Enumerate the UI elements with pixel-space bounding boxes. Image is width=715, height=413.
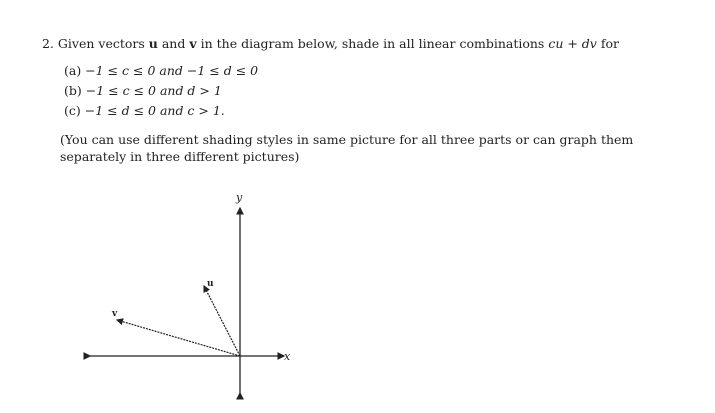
y-axis-label: y [236, 191, 243, 204]
vector-v-label: v [112, 309, 118, 319]
note-paragraph: (You can use different shading styles in same picture for all three parts or can graph them separately in three different pictures) [60, 132, 634, 164]
part-a-condition: −1 ≤ c ≤ 0 and −1 ≤ d ≤ 0 [85, 63, 259, 78]
vector-v-ref: v [189, 36, 197, 51]
part-b-condition: −1 ≤ c ≤ 0 and d > 1 [85, 83, 222, 98]
vector-u-ref: u [148, 36, 158, 51]
problem-text-1: Given vectors [57, 36, 145, 51]
problem-text-for: for [600, 36, 619, 51]
problem-text-2: in the diagram below, shade in all linear combinations [200, 36, 545, 51]
part-c-condition: −1 ≤ d ≤ 0 and c > 1. [84, 103, 225, 118]
linear-combination-expression: cu + dv [548, 36, 597, 51]
vector-v [117, 320, 240, 356]
part-c-label: (c) [64, 103, 81, 118]
part-a-label: (a) [64, 63, 82, 78]
part-b-label: (b) [64, 83, 82, 98]
x-axis-label: x [284, 350, 291, 363]
problem-text-and: and [161, 36, 186, 51]
vector-u-label: u [207, 279, 214, 289]
vector-u [204, 286, 240, 356]
problem-number: 2. [42, 36, 54, 51]
